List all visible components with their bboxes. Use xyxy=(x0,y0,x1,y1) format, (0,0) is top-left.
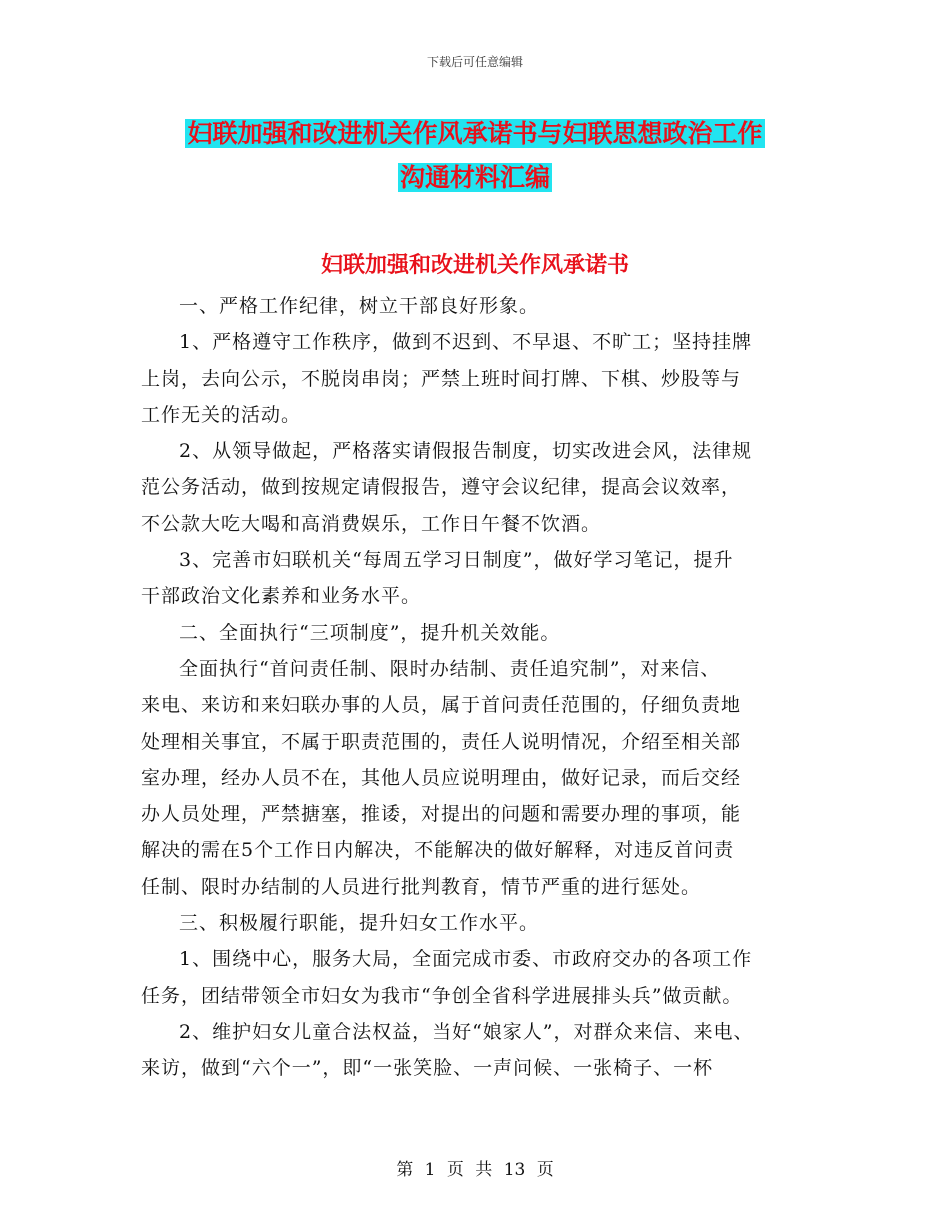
text-line: 2、维护妇女儿童合法权益，当好“娘家人”，对群众来信、来电、 xyxy=(179,1020,754,1043)
text-line: 室办理，经办人员不在，其他人员应说明理由，做好记录，而后交经 xyxy=(141,766,742,789)
text-line: 工作无关的活动。 xyxy=(141,403,302,426)
text-line: 上岗，去向公示，不脱岗串岗；严禁上班时间打牌、下棋、炒股等与 xyxy=(141,367,742,390)
text-line: 全面执行“首问责任制、限时办结制、责任追究制”，对来信、 xyxy=(179,657,721,680)
text-line: 处理相关事宜，不属于职责范围的，责任人说明情况，介绍至相关部 xyxy=(141,730,742,753)
text-line: 范公务活动，做到按规定请假报告，遵守会议纪律，提高会议效率， xyxy=(141,476,742,499)
text-line: 解决的需在5个工作日内解决，不能解决的做好解释，对违反首问责 xyxy=(141,839,735,862)
paragraph xyxy=(141,542,813,615)
document-title xyxy=(0,112,950,200)
paragraph xyxy=(141,615,813,651)
paragraph xyxy=(141,941,813,1014)
paragraph xyxy=(141,1014,813,1087)
paragraph xyxy=(141,324,813,433)
title-line-1: 妇联加强和改进机关作风承诺书与妇联思想政治工作 xyxy=(187,119,763,148)
text-line: 二、全面执行“三项制度”，提升机关效能。 xyxy=(179,621,561,644)
text-line: 2、从领导做起，严格落实请假报告制度，切实改进会风，法律规 xyxy=(179,440,753,463)
text-line: 任务，团结带领全市妇女为我市“争创全省科学进展排头兵”做贡献。 xyxy=(141,984,743,1007)
page-footer: 第 1 页 共 13 页 xyxy=(396,1160,554,1180)
text-line: 3、完善市妇联机关“每周五学习日制度”，做好学习笔记，提升 xyxy=(179,549,734,572)
text-line: 不公款大吃大喝和高消费娱乐，工作日午餐不饮酒。 xyxy=(141,512,602,535)
text-line: 来电、来访和来妇联办事的人员，属于首问责任范围的，仔细负责地 xyxy=(141,694,742,717)
text-line: 1、围绕中心，服务大局，全面完成市委、市政府交办的各项工作 xyxy=(179,948,753,971)
body-text xyxy=(141,288,813,1087)
section-title: 妇联加强和改进机关作风承诺书 xyxy=(320,252,629,278)
text-line: 来访，做到“六个一”，即“一张笑脸、一声问候、一张椅子、一杯 xyxy=(141,1057,714,1080)
text-line: 三、积极履行职能，提升妇女工作水平。 xyxy=(179,912,540,935)
text-line: 任制、限时办结制的人员进行批判教育，情节严重的进行惩处。 xyxy=(141,875,702,898)
title-line-2: 沟通材料汇编 xyxy=(399,163,550,192)
text-line: 办人员处理，严禁搪塞，推诿，对提出的问题和需要办理的事项，能 xyxy=(141,803,742,826)
paragraph xyxy=(141,433,813,542)
paragraph xyxy=(141,288,813,324)
paragraph xyxy=(141,651,813,905)
text-line: 一、严格工作纪律，树立干部良好形象。 xyxy=(179,295,540,317)
text-line: 干部政治文化素养和业务水平。 xyxy=(141,585,422,608)
header-note: 下载后可任意编辑 xyxy=(426,55,523,69)
paragraph xyxy=(141,905,813,941)
text-line: 1、严格遵守工作秩序，做到不迟到、不早退、不旷工；坚持挂牌 xyxy=(179,331,753,354)
